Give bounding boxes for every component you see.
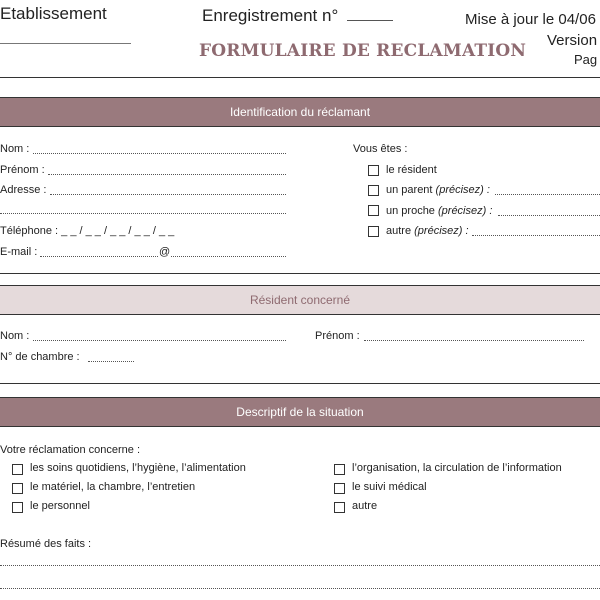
- section-descriptif-header: [0, 397, 600, 427]
- organisation-option-label: l’organisation, la circulation de l’information: [352, 462, 562, 474]
- section-resident-header: [0, 285, 600, 315]
- enregistrement-number-field[interactable]: [347, 20, 393, 21]
- resume-label: Résumé des faits :: [0, 538, 92, 550]
- email-field-user[interactable]: [40, 256, 158, 257]
- page-label: Pag: [574, 52, 598, 67]
- update-date: Mise à jour le 04/06: [465, 11, 596, 28]
- resident-checkbox[interactable]: [368, 165, 379, 176]
- resident-prenom-field[interactable]: [364, 340, 584, 341]
- suivi-medical-option-label: le suivi médical: [352, 481, 427, 493]
- prenom-field[interactable]: [48, 174, 286, 175]
- parent-option-note: (précisez) :: [435, 184, 490, 196]
- suivi-medical-checkbox[interactable]: [334, 483, 345, 494]
- section-identification-title: Identification du réclamant: [229, 105, 371, 119]
- proche-checkbox[interactable]: [368, 205, 379, 216]
- vous-etes-label: Vous êtes :: [353, 143, 408, 155]
- nom-label: Nom :: [0, 143, 30, 155]
- version-label: Version: [547, 32, 598, 49]
- section-descriptif-title: Descriptif de la situation: [236, 405, 364, 419]
- chambre-field[interactable]: [88, 361, 134, 362]
- section1-bottom-rule: [0, 273, 600, 274]
- soins-checkbox[interactable]: [12, 464, 23, 475]
- prenom-label: Prénom :: [0, 164, 45, 176]
- materiel-option-label: le matériel, la chambre, l’entretien: [30, 481, 196, 493]
- resident-nom-label: Nom :: [0, 330, 30, 342]
- adresse-label: Adresse :: [0, 184, 47, 196]
- adresse-field-2[interactable]: [0, 213, 286, 214]
- resident-prenom-label: Prénom :: [315, 330, 360, 342]
- etablissement-line[interactable]: [0, 43, 131, 44]
- organisation-checkbox[interactable]: [334, 464, 345, 475]
- section-resident-title: Résident concerné: [249, 293, 351, 307]
- email-label: E-mail :: [0, 246, 38, 258]
- section2-bottom-rule: [0, 383, 600, 384]
- parent-option: [386, 184, 490, 196]
- enregistrement-text: Enregistrement n°: [202, 6, 339, 25]
- resume-line-1[interactable]: [0, 565, 600, 566]
- proche-option-note: (précisez) :: [438, 205, 493, 217]
- header-divider: [0, 77, 600, 78]
- chambre-label: N° de chambre :: [0, 351, 80, 363]
- soins-option-label: les soins quotidiens, l’hygiène, l’alimentation: [30, 462, 246, 474]
- parent-checkbox[interactable]: [368, 185, 379, 196]
- personnel-checkbox[interactable]: [12, 502, 23, 513]
- autre-precise-field[interactable]: [472, 235, 600, 236]
- autre-option-label: autre: [386, 225, 412, 237]
- parent-precise-field[interactable]: [495, 194, 600, 195]
- nom-field[interactable]: [33, 153, 286, 154]
- form-title: FORMULAIRE DE RECLAMATION: [199, 41, 527, 61]
- personnel-option-label: le personnel: [30, 500, 90, 512]
- proche-precise-field[interactable]: [498, 215, 600, 216]
- autre-option-note: (précisez) :: [414, 225, 469, 237]
- email-field-domain[interactable]: [171, 256, 286, 257]
- proche-option: [386, 205, 492, 217]
- autre-option: [386, 225, 469, 237]
- reclamation-intro: Votre réclamation concerne :: [0, 444, 141, 456]
- resume-line-2[interactable]: [0, 588, 600, 589]
- autre-checkbox[interactable]: [368, 226, 379, 237]
- proche-option-label: un proche: [386, 205, 435, 217]
- materiel-checkbox[interactable]: [12, 483, 23, 494]
- autre-situation-option-label: autre: [352, 500, 378, 512]
- resident-option-label: le résident: [386, 164, 437, 176]
- enregistrement-label: [202, 6, 393, 26]
- email-at: @: [159, 246, 171, 258]
- autre-situation-checkbox[interactable]: [334, 502, 345, 513]
- adresse-field[interactable]: [50, 194, 286, 195]
- parent-option-label: un parent: [386, 184, 433, 196]
- telephone-field[interactable]: Téléphone : _ _ / _ _ / _ _ / _ _ / _ _: [0, 225, 175, 237]
- etablissement-label: Etablissement: [0, 4, 107, 23]
- section-identification-header: [0, 97, 600, 127]
- resident-nom-field[interactable]: [33, 340, 286, 341]
